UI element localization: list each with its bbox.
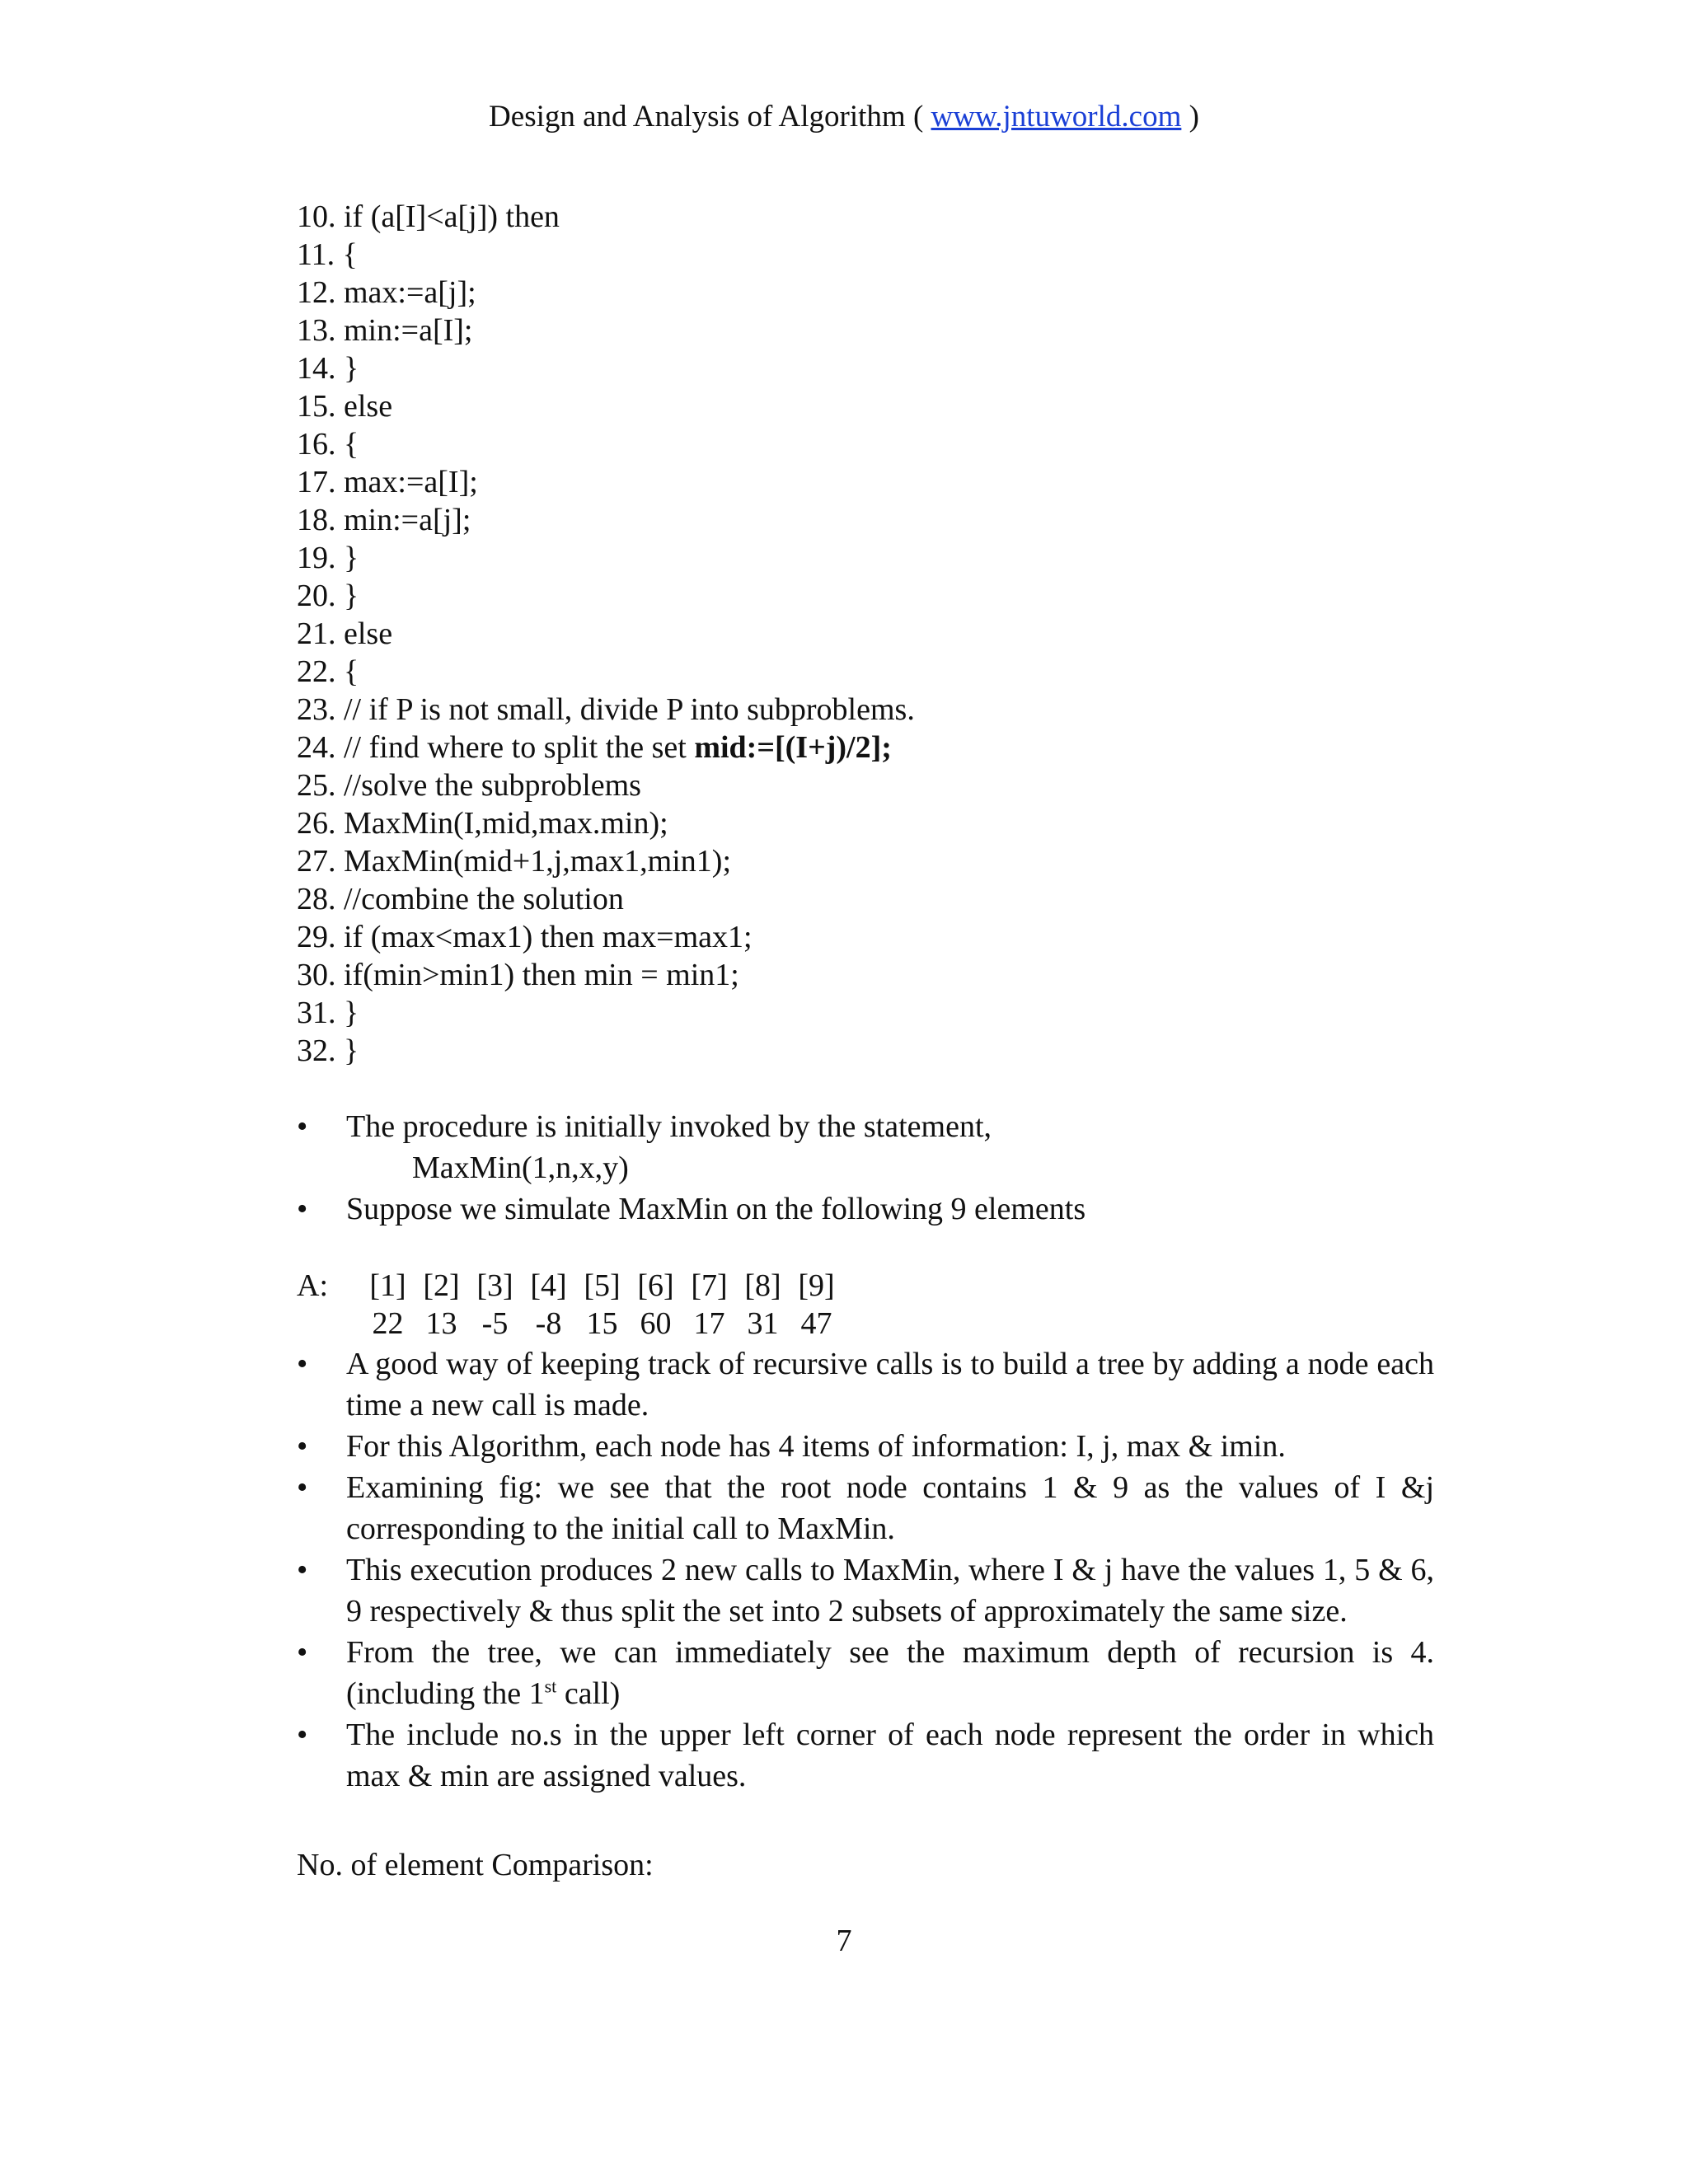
code-line: 27. MaxMin(mid+1,j,max1,min1);	[297, 844, 732, 879]
array-value: 22	[372, 1306, 404, 1341]
array-index: [3]	[476, 1268, 513, 1303]
array-index: [7]	[691, 1268, 728, 1303]
bullet-text: A good way of keeping track of recursive calls is to build a tree by adding a node each time a new call is made.	[346, 1347, 1434, 1422]
code-line: 19. }	[297, 541, 359, 575]
code-line: 18. min:=a[j];	[297, 503, 471, 537]
code-line: 28. //combine the solution	[297, 882, 624, 916]
array-value: 31	[747, 1306, 779, 1341]
intro-bullet-list	[297, 1106, 1434, 1230]
array-index: [2]	[423, 1268, 460, 1303]
page-number: 7	[836, 1924, 852, 1958]
array-index: [4]	[530, 1268, 567, 1303]
array-index: [9]	[798, 1268, 835, 1303]
code-mid-expression: mid:=[(I+j)/2];	[694, 730, 892, 765]
code-line: 25. //solve the subproblems	[297, 768, 641, 803]
bullet-subtext: MaxMin(1,n,x,y)	[412, 1151, 629, 1185]
list-item	[297, 1188, 1434, 1230]
array-value: 17	[693, 1306, 725, 1341]
bullet-icon: •	[297, 1347, 308, 1381]
bullet-icon: •	[297, 1718, 308, 1752]
bullet-icon: •	[297, 1635, 308, 1670]
array-value: -5	[481, 1306, 509, 1341]
code-line-text: 24. // find where to split the set	[297, 730, 695, 765]
array-index-row	[361, 1267, 843, 1305]
bullet-superscript: st	[544, 1675, 557, 1697]
bullet-text: From the tree, we can immediately see the maximum depth of recursion is 4. (including the 1	[346, 1635, 1434, 1711]
list-item	[297, 1549, 1434, 1632]
code-line: 31. }	[297, 996, 359, 1030]
bullet-icon: •	[297, 1553, 308, 1587]
bullet-icon: •	[297, 1109, 308, 1144]
bullet-text: The procedure is initially invoked by the statement,	[346, 1109, 992, 1144]
bullet-text: Suppose we simulate MaxMin on the following 9 elements	[346, 1192, 1086, 1226]
header-link[interactable]: www.jntuworld.com	[931, 100, 1182, 134]
list-item	[297, 1106, 1434, 1188]
code-line: 12. max:=a[j];	[297, 275, 476, 310]
list-item	[297, 1467, 1434, 1549]
algorithm-code-block	[297, 198, 1533, 1070]
code-line: 20. }	[297, 579, 359, 613]
list-item	[297, 1632, 1434, 1714]
explanation-bullet-list	[297, 1343, 1434, 1797]
bullet-text: The include no.s in the upper left corner of each node represent the order in which max & min are assigned values.	[346, 1718, 1434, 1793]
code-line: 22. {	[297, 654, 359, 689]
code-line: 26. MaxMin(I,mid,max.min);	[297, 806, 668, 841]
array-value: 47	[800, 1306, 832, 1341]
header-title: Design and Analysis of Algorithm (	[489, 100, 924, 134]
bullet-icon: •	[297, 1192, 308, 1226]
page-header	[0, 97, 1688, 137]
bullet-icon: •	[297, 1429, 308, 1464]
code-line: 29. if (max<max1) then max=max1;	[297, 920, 753, 954]
section-heading: No. of element Comparison:	[297, 1848, 654, 1882]
bullet-text: call)	[556, 1676, 621, 1711]
bullet-text: This execution produces 2 new calls to MaxMin, where I & j have the values 1, 5 & 6, 9 respectively & thus split the set into 2 subsets of approximately the same size.	[346, 1553, 1434, 1629]
code-line: 21. else	[297, 616, 393, 651]
code-line: 23. // if P is not small, divide P into subproblems.	[297, 692, 915, 727]
code-line: 14. }	[297, 351, 359, 386]
list-item	[297, 1426, 1434, 1467]
array-label: A:	[297, 1268, 328, 1303]
array-index: [8]	[744, 1268, 781, 1303]
array-index: [1]	[369, 1268, 406, 1303]
code-line: 30. if(min>min1) then min = min1;	[297, 958, 739, 992]
code-line: 10. if (a[I]<a[j]) then	[297, 199, 560, 234]
bullet-icon: •	[297, 1470, 308, 1505]
code-line: 16. {	[297, 427, 359, 462]
list-item	[297, 1714, 1434, 1797]
array-index: [6]	[637, 1268, 674, 1303]
array-index: [5]	[584, 1268, 621, 1303]
code-line: 13. min:=a[I];	[297, 313, 473, 348]
code-line: 11. {	[297, 237, 358, 272]
array-value: 13	[425, 1306, 457, 1341]
code-line-split	[297, 729, 1533, 766]
bullet-text: Examining fig: we see that the root node contains 1 & 9 as the values of I &j corresponding to the initial call to MaxMin.	[346, 1470, 1434, 1546]
code-line: 15. else	[297, 389, 393, 424]
array-value-row	[361, 1305, 843, 1343]
array-value: 15	[586, 1306, 618, 1341]
array-value: 60	[640, 1306, 672, 1341]
array-value: -8	[535, 1306, 562, 1341]
list-item	[297, 1343, 1434, 1426]
header-close-paren: )	[1189, 100, 1199, 134]
code-line: 32. }	[297, 1033, 359, 1068]
bullet-text: For this Algorithm, each node has 4 items of information: I, j, max & imin.	[346, 1429, 1286, 1464]
code-line: 17. max:=a[I];	[297, 465, 478, 499]
